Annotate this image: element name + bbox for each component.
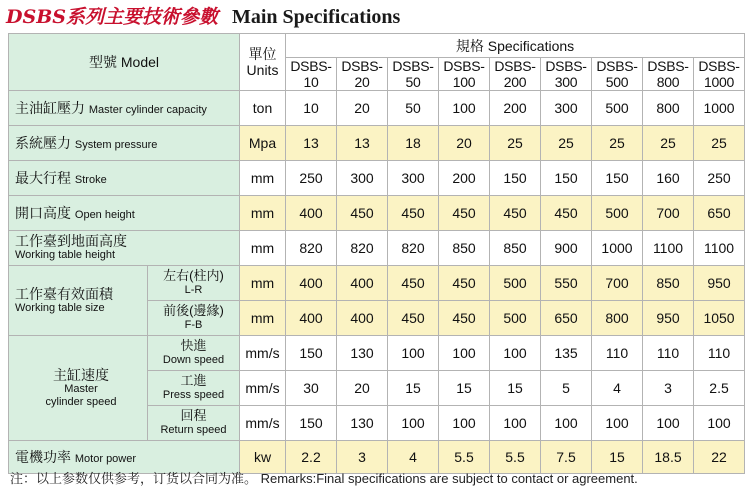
row-unit: mm/s xyxy=(240,371,286,406)
row-unit: mm/s xyxy=(240,406,286,441)
value-cell: 400 xyxy=(286,301,337,336)
value-cell: 4 xyxy=(388,441,439,474)
value-cell: 20 xyxy=(337,371,388,406)
row-stroke xyxy=(9,161,745,196)
spec-header: 規格 Specifications xyxy=(286,34,745,58)
row-master-capacity xyxy=(9,91,745,126)
row-label: 系統壓力 System pressure xyxy=(9,126,240,161)
value-cell: 15 xyxy=(388,371,439,406)
units-header xyxy=(240,34,286,91)
value-cell: 13 xyxy=(286,126,337,161)
value-cell: 2.2 xyxy=(286,441,337,474)
value-cell: 550 xyxy=(541,266,592,301)
row-table-size-lr xyxy=(9,266,745,301)
title-english: Main Specifications xyxy=(231,6,401,28)
value-cell: 5 xyxy=(541,371,592,406)
value-cell: 100 xyxy=(592,406,643,441)
row-unit: mm xyxy=(240,161,286,196)
value-cell: 25 xyxy=(490,126,541,161)
value-cell: 10 xyxy=(286,91,337,126)
row-label: 電機功率 Motor power xyxy=(9,441,240,474)
model-cell: DSBS-50 xyxy=(388,58,439,91)
value-cell: 5.5 xyxy=(490,441,541,474)
value-cell: 15 xyxy=(439,371,490,406)
value-cell: 300 xyxy=(388,161,439,196)
value-cell: 450 xyxy=(388,196,439,231)
value-cell: 150 xyxy=(286,336,337,371)
value-cell: 400 xyxy=(286,266,337,301)
value-cell: 100 xyxy=(439,336,490,371)
value-cell: 450 xyxy=(439,196,490,231)
sub-label-fb: 前後(邊緣) F-B xyxy=(148,301,240,336)
value-cell: 1000 xyxy=(592,231,643,266)
header-row xyxy=(9,34,745,58)
value-cell: 25 xyxy=(643,126,694,161)
value-cell: 25 xyxy=(541,126,592,161)
value-cell: 950 xyxy=(643,301,694,336)
value-cell: 7.5 xyxy=(541,441,592,474)
value-cell: 450 xyxy=(337,196,388,231)
model-cell: DSBS-300 xyxy=(541,58,592,91)
value-cell: 3 xyxy=(337,441,388,474)
value-cell: 3 xyxy=(643,371,694,406)
row-unit: mm xyxy=(240,266,286,301)
value-cell: 300 xyxy=(337,161,388,196)
value-cell: 110 xyxy=(592,336,643,371)
value-cell: 18.5 xyxy=(643,441,694,474)
value-cell: 1100 xyxy=(694,231,745,266)
value-cell: 1050 xyxy=(694,301,745,336)
value-cell: 900 xyxy=(541,231,592,266)
value-cell: 650 xyxy=(541,301,592,336)
value-cell: 650 xyxy=(694,196,745,231)
model-cell: DSBS-200 xyxy=(490,58,541,91)
value-cell: 100 xyxy=(490,336,541,371)
sub-label-down: 快進 Down speed xyxy=(148,336,240,371)
value-cell: 100 xyxy=(439,91,490,126)
model-cell: DSBS-10 xyxy=(286,58,337,91)
value-cell: 13 xyxy=(337,126,388,161)
value-cell: 100 xyxy=(541,406,592,441)
value-cell: 4 xyxy=(592,371,643,406)
value-cell: 450 xyxy=(439,301,490,336)
value-cell: 400 xyxy=(337,266,388,301)
value-cell: 150 xyxy=(541,161,592,196)
value-cell: 850 xyxy=(439,231,490,266)
row-unit: mm/s xyxy=(240,336,286,371)
value-cell: 450 xyxy=(490,196,541,231)
value-cell: 150 xyxy=(490,161,541,196)
value-cell: 30 xyxy=(286,371,337,406)
value-cell: 100 xyxy=(388,406,439,441)
value-cell: 250 xyxy=(694,161,745,196)
sub-label-press: 工進 Press speed xyxy=(148,371,240,406)
value-cell: 1100 xyxy=(643,231,694,266)
speed-label: 主缸速度 Master cylinder speed xyxy=(9,336,148,441)
value-cell: 1000 xyxy=(694,91,745,126)
value-cell: 150 xyxy=(592,161,643,196)
value-cell: 100 xyxy=(643,406,694,441)
value-cell: 15 xyxy=(592,441,643,474)
row-unit: mm xyxy=(240,301,286,336)
row-label: 開口高度 Open height xyxy=(9,196,240,231)
value-cell: 5.5 xyxy=(439,441,490,474)
value-cell: 22 xyxy=(694,441,745,474)
value-cell: 700 xyxy=(592,266,643,301)
row-unit: mm xyxy=(240,231,286,266)
value-cell: 950 xyxy=(694,266,745,301)
value-cell: 450 xyxy=(388,266,439,301)
value-cell: 300 xyxy=(541,91,592,126)
value-cell: 135 xyxy=(541,336,592,371)
row-unit: mm xyxy=(240,196,286,231)
model-cell: DSBS-500 xyxy=(592,58,643,91)
value-cell: 200 xyxy=(439,161,490,196)
value-cell: 200 xyxy=(490,91,541,126)
value-cell: 850 xyxy=(490,231,541,266)
table-size-label: 工作臺有效面積 Working table size xyxy=(9,266,148,336)
value-cell: 160 xyxy=(643,161,694,196)
title-chinese: DSBS系列主要技術參數 xyxy=(6,6,218,28)
units-header-cn: 單位 xyxy=(248,46,277,62)
value-cell: 2.5 xyxy=(694,371,745,406)
sub-label-lr: 左右(柱内) L-R xyxy=(148,266,240,301)
value-cell: 100 xyxy=(694,406,745,441)
row-label: 主油缸壓力 Master cylinder capacity xyxy=(9,91,240,126)
value-cell: 820 xyxy=(286,231,337,266)
row-down-speed xyxy=(9,336,745,371)
value-cell: 50 xyxy=(388,91,439,126)
value-cell: 800 xyxy=(592,301,643,336)
model-cell: DSBS-20 xyxy=(337,58,388,91)
value-cell: 130 xyxy=(337,406,388,441)
value-cell: 500 xyxy=(490,301,541,336)
value-cell: 110 xyxy=(643,336,694,371)
value-cell: 100 xyxy=(439,406,490,441)
value-cell: 100 xyxy=(388,336,439,371)
sub-label-return: 回程 Return speed xyxy=(148,406,240,441)
value-cell: 820 xyxy=(337,231,388,266)
value-cell: 100 xyxy=(490,406,541,441)
value-cell: 500 xyxy=(592,91,643,126)
row-unit: ton xyxy=(240,91,286,126)
model-cell: DSBS-800 xyxy=(643,58,694,91)
footnote: 注：以上参数仅供参考，订货以合同为准。 Remarks:Final specifications are subject to contact or agreement. xyxy=(10,471,638,486)
model-cell: DSBS-1000 xyxy=(694,58,745,91)
spec-table xyxy=(8,33,745,474)
value-cell: 500 xyxy=(592,196,643,231)
value-cell: 20 xyxy=(439,126,490,161)
row-open-height xyxy=(9,196,745,231)
model-header: 型號 Model xyxy=(9,34,240,91)
value-cell: 450 xyxy=(439,266,490,301)
value-cell: 500 xyxy=(490,266,541,301)
value-cell: 15 xyxy=(490,371,541,406)
value-cell: 25 xyxy=(694,126,745,161)
row-table-height xyxy=(9,231,745,266)
value-cell: 700 xyxy=(643,196,694,231)
value-cell: 150 xyxy=(286,406,337,441)
row-unit: kw xyxy=(240,441,286,474)
value-cell: 800 xyxy=(643,91,694,126)
value-cell: 850 xyxy=(643,266,694,301)
row-system-pressure xyxy=(9,126,745,161)
value-cell: 400 xyxy=(286,196,337,231)
value-cell: 820 xyxy=(388,231,439,266)
value-cell: 450 xyxy=(388,301,439,336)
title-bar xyxy=(6,2,400,28)
value-cell: 250 xyxy=(286,161,337,196)
value-cell: 20 xyxy=(337,91,388,126)
model-cell: DSBS-100 xyxy=(439,58,490,91)
units-header-en: Units xyxy=(246,62,279,78)
value-cell: 450 xyxy=(541,196,592,231)
row-unit: Mpa xyxy=(240,126,286,161)
value-cell: 400 xyxy=(337,301,388,336)
row-label: 最大行程 Stroke xyxy=(9,161,240,196)
value-cell: 110 xyxy=(694,336,745,371)
value-cell: 25 xyxy=(592,126,643,161)
row-label: 工作臺到地面高度 Working table height xyxy=(9,231,240,266)
value-cell: 18 xyxy=(388,126,439,161)
value-cell: 130 xyxy=(337,336,388,371)
